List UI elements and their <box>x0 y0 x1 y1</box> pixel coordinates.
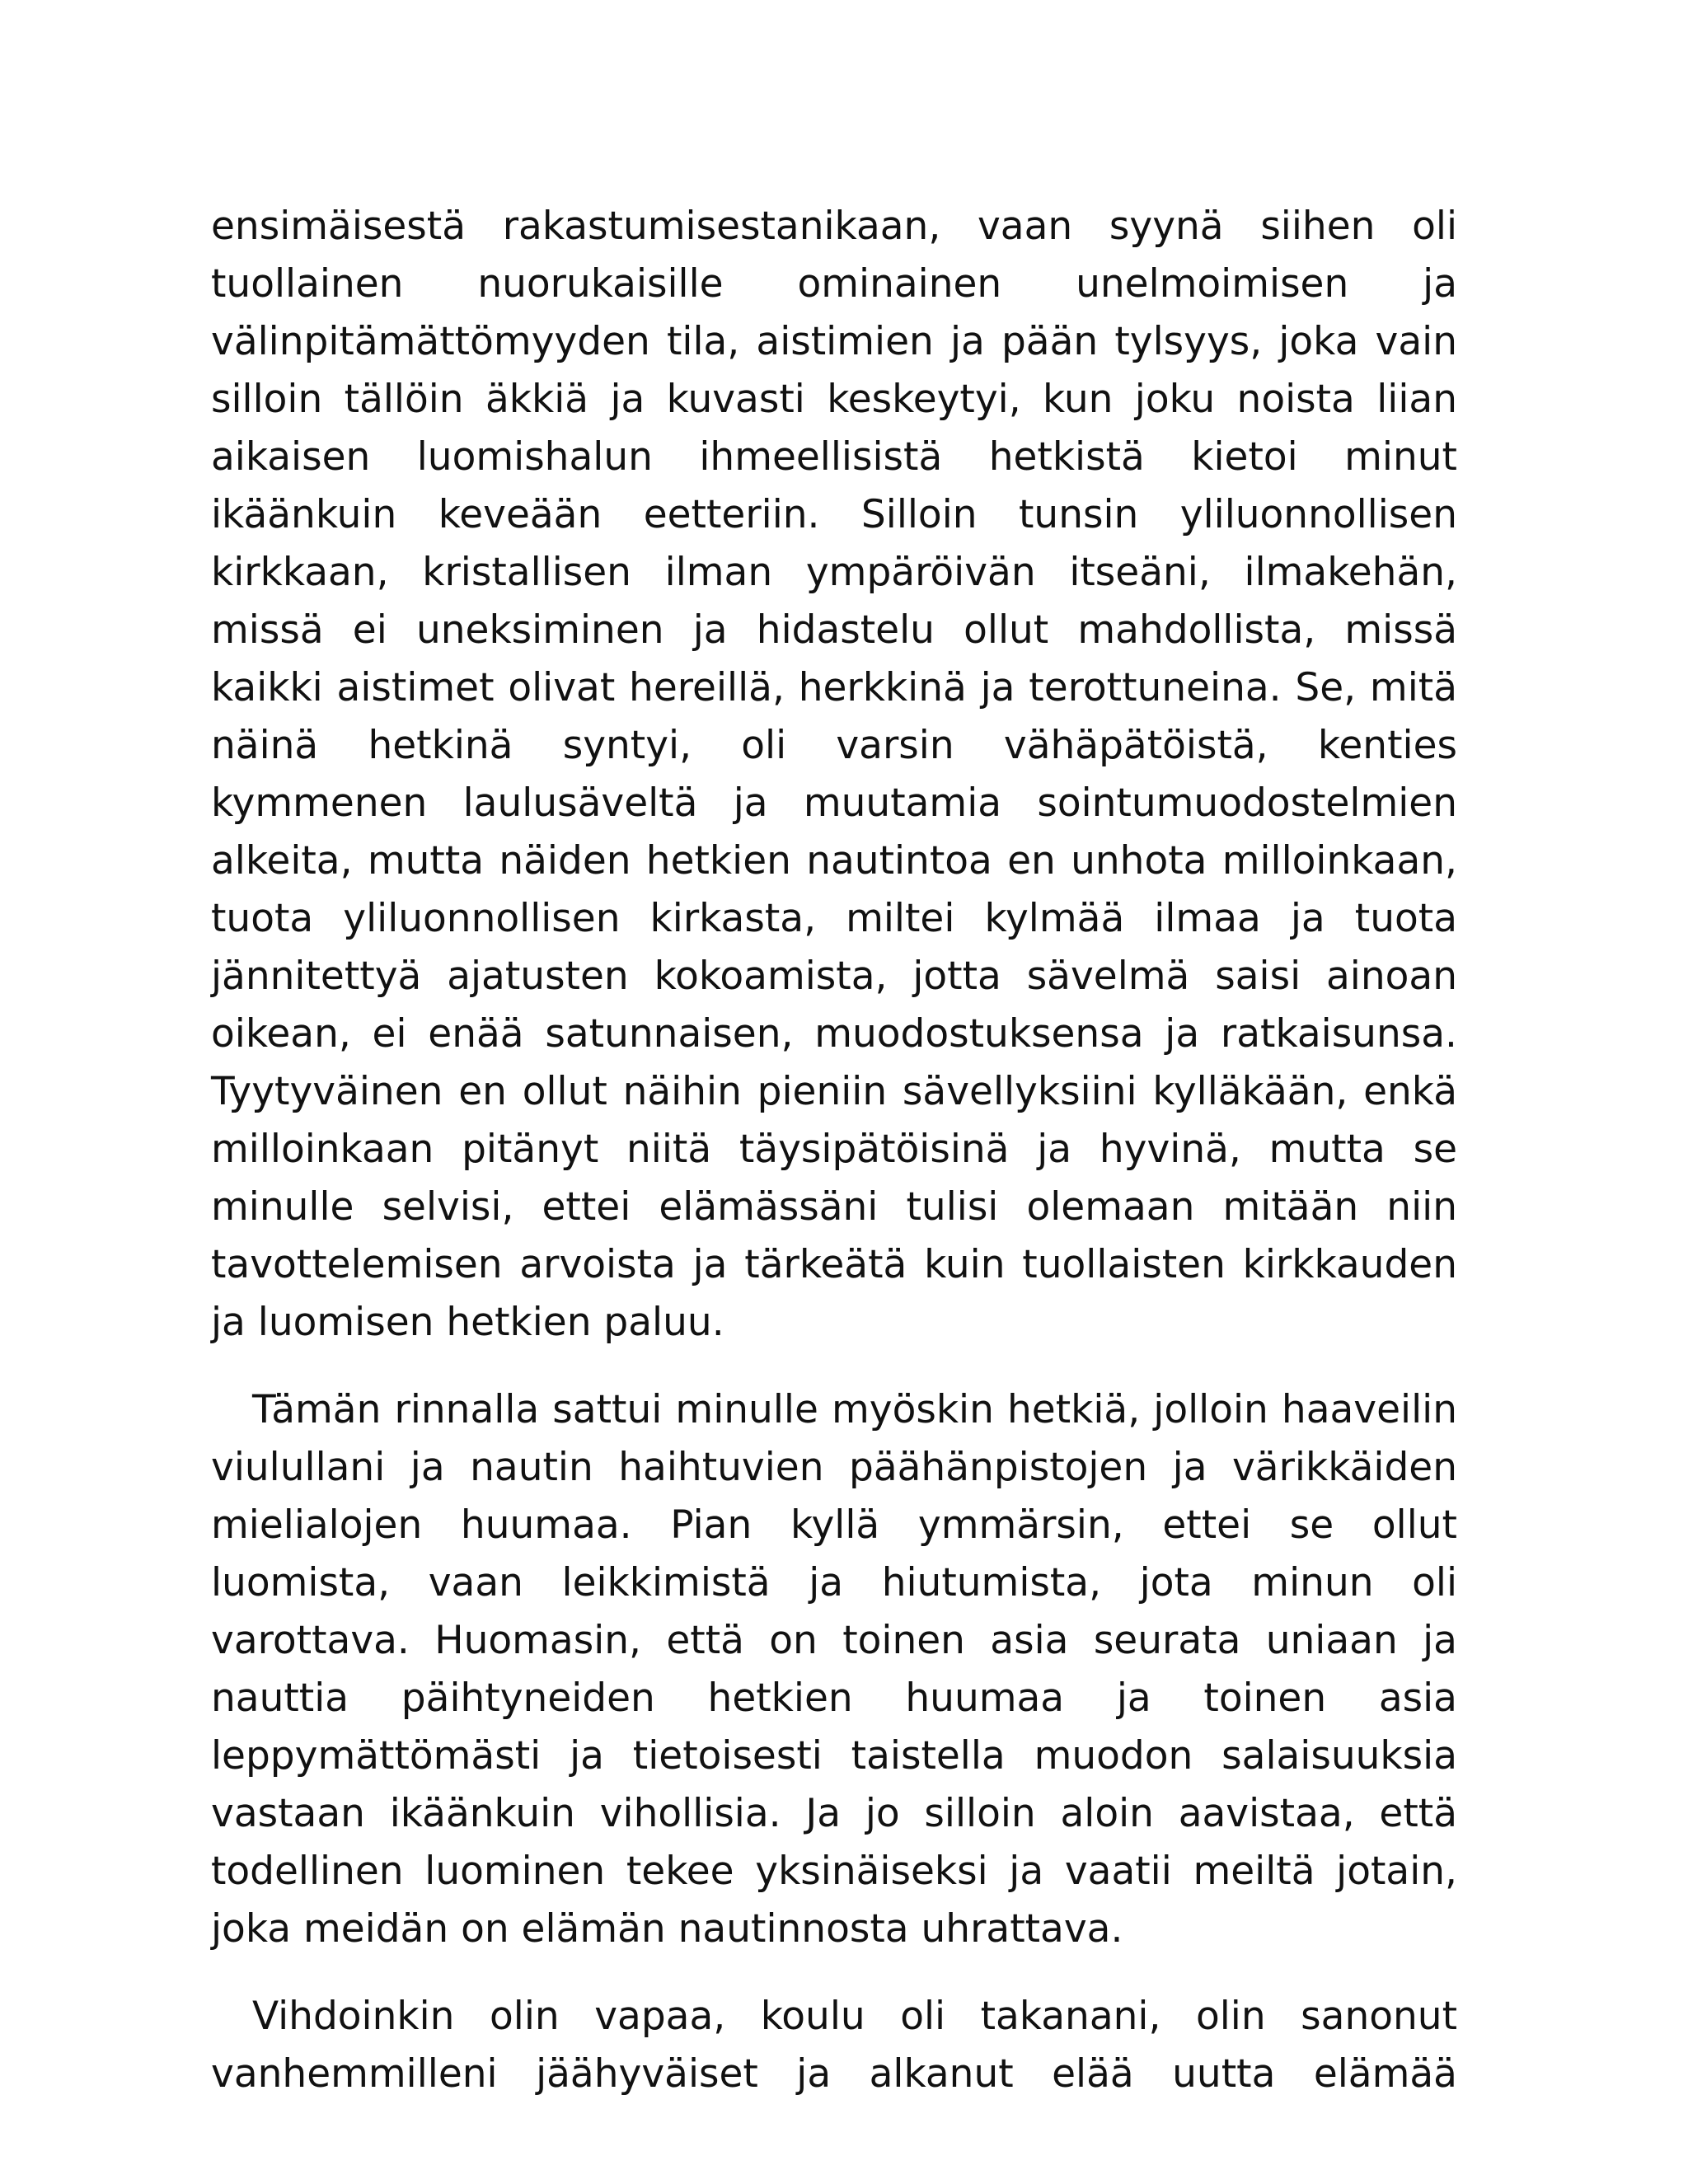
body-text <box>211 198 1457 2103</box>
paragraph-1: ensimäisestä rakastumisestanikaan, vaan syynä siihen oli tuollainen nuorukaisille ominainen unelmoimisen ja välinpitämättömyyden tila, aistimien ja pään tylsyys, joka vain silloin tällöin äkkiä ja kuvasti keskeytyi, kun joku noista liian aikaisen luomishalun ihmeellisistä hetkistä kietoi minut ikäänkuin keveään eetteriin. Silloin tunsin yliluonnollisen kirkkaan, kristallisen ilman ympäröivän itseäni, ilmakehän, missä ei uneksiminen ja hidastelu ollut mahdollista, missä kaikki aistimet olivat hereillä, herkkinä ja terottuneina. Se, mitä näinä hetkinä syntyi, oli varsin vähäpätöistä, kenties kymmenen laulusäveltä ja muutamia sointumuodostelmien alkeita, mutta näiden hetkien nautintoa en unhota milloinkaan, tuota yliluonnollisen kirkasta, miltei kylmää ilmaa ja tuota jännitettyä ajatusten kokoamista, jotta sävelmä saisi ainoan oikean, ei enää satunnaisen, muodostuksensa ja ratkaisunsa. Tyytyväinen en ollut näihin pieniin sävellyksiini kylläkään, enkä milloinkaan pitänyt niitä täysipätöisinä ja hyvinä, mutta se minulle selvisi, ettei elämässäni tulisi olemaan mitään niin tavottelemisen arvoista ja tärkeätä kuin tuollaisten kirkkauden ja luomisen hetkien paluu. <box>211 204 1457 1345</box>
paragraph-2: Tämän rinnalla sattui minulle myöskin hetkiä, jolloin haaveilin viulullani ja nautin haihtuvien päähänpistojen ja värikkäiden mielialojen huumaa. Pian kyllä ymmärsin, ettei se ollut luomista, vaan leikkimistä ja hiutumista, jota minun oli varottava. Huomasin, että on toinen asia seurata uniaan ja nauttia päihtyneiden hetkien huumaa ja toinen asia leppymättömästi ja tietoisesti taistella muodon salaisuuksia vastaan ikäänkuin vihollisia. Ja jo silloin aloin aavistaa, että todellinen luominen tekee yksinäiseksi ja vaatii meiltä jotain, joka meidän on elämän nautinnosta uhrattava. <box>211 1387 1457 1952</box>
paragraph-3: Vihdoinkin olin vapaa, koulu oli takanani, olin sanonut vanhemmilleni jäähyväiset ja alkanut elää uutta elämää <box>211 1994 1457 2097</box>
